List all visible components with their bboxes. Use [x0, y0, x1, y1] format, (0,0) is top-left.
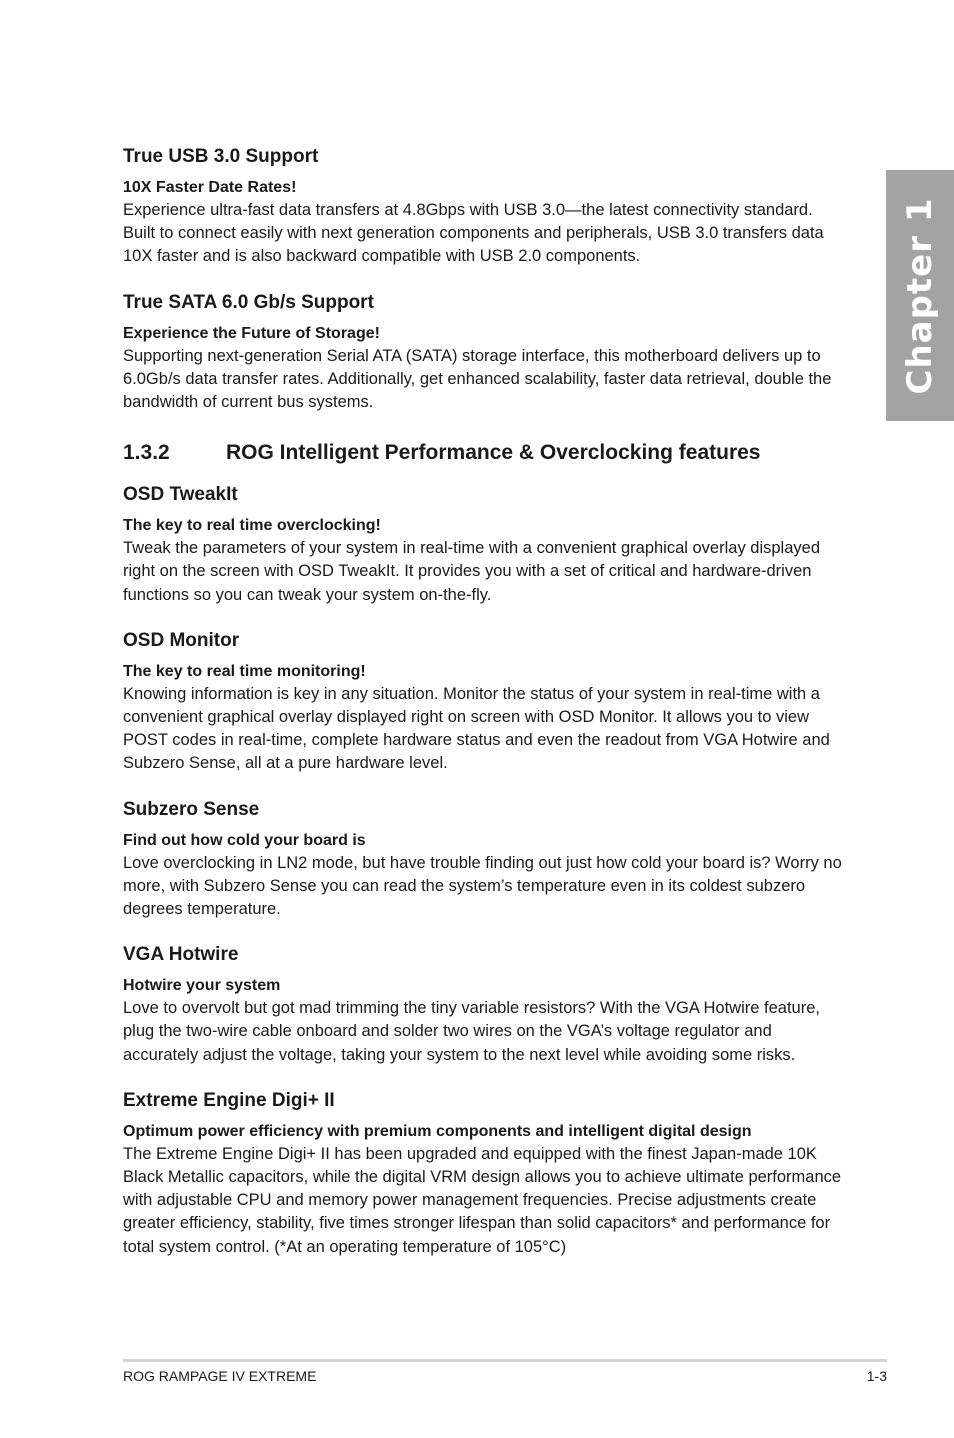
section-heading [123, 439, 843, 467]
feature-vga-hotwire [123, 943, 843, 1067]
page-content [123, 145, 843, 1259]
feature-title: Extreme Engine Digi+ II [123, 1089, 335, 1111]
feature-title: OSD TweakIt [123, 484, 238, 506]
feature-subtitle: Hotwire your system [123, 977, 281, 995]
feature-subtitle: Experience the Future of Storage! [123, 324, 380, 342]
section-number: 1.3.2 [123, 441, 170, 465]
footer-product-name: ROG RAMPAGE IV EXTREME [123, 1368, 317, 1384]
feature-body: Tweak the parameters of your system in real-time with a convenient graphical overlay displayed right on the screen with OSD TweakIt. It provides you with a set of critical and hardware-driven functions so you can tweak your system on-the-fly. [123, 539, 820, 604]
feature-subtitle: The key to real time monitoring! [123, 662, 366, 680]
feature-body: Knowing information is key in any situation. Monitor the status of your system in real-time with a convenient graphical overlay displayed right on screen with OSD Monitor. It allows you to view POST codes in real-time, complete hardware status and even the readout from VGA Hotwire and Subzero Sense, all at a pure hardware level. [123, 684, 830, 773]
feature-osd-tweakit [123, 483, 843, 607]
feature-title: True SATA 6.0 Gb/s Support [123, 291, 374, 313]
feature-title: VGA Hotwire [123, 944, 239, 966]
chapter-tab [886, 170, 954, 421]
chapter-tab-label: Chapter 1 [900, 196, 940, 395]
feature-body: Experience ultra-fast data transfers at 4.8Gbps with USB 3.0—the latest connectivity standard. Built to connect easily with next generation components and peripherals, USB 3.0 transfers data 10X faster and is also backward compatible with USB 2.0 components. [123, 201, 824, 266]
feature-body: Love overclocking in LN2 mode, but have trouble finding out just how cold your board is? Worry no more, with Subzero Sense you can read the system’s temperature even in its coldest subzero degrees temperature. [123, 853, 842, 919]
feature-sata6 [123, 291, 843, 415]
feature-body: Supporting next-generation Serial ATA (SATA) storage interface, this motherboard delivers up to 6.0Gb/s data transfer rates. Additionally, get enhanced scalability, faster data retrieval, double the bandwidth of current bus systems. [123, 346, 832, 412]
feature-extreme-engine-digi [123, 1089, 843, 1259]
feature-subtitle: 10X Faster Date Rates! [123, 179, 297, 196]
section-title: ROG Intelligent Performance & Overclocking features [226, 441, 761, 465]
feature-usb3 [123, 145, 843, 269]
feature-subtitle: The key to real time overclocking! [123, 517, 381, 535]
feature-subzero-sense [123, 798, 843, 922]
feature-title: OSD Monitor [123, 629, 240, 651]
footer-divider [123, 1359, 887, 1362]
feature-body: The Extreme Engine Digi+ II has been upgraded and equipped with the finest Japan-made 10K Black Metallic capacitors, while the digital VRM design allows you to achieve ultimate performance with adjustable CPU and memory power management frequencies. Precise adjustments create greater efficiency, stability, five times stronger lifespan than solid capacitors* and performance for total system control. (*At an operating temperature of 105°C) [123, 1144, 842, 1256]
feature-osd-monitor [123, 629, 843, 776]
feature-body: Love to overvolt but got mad trimming the tiny variable resistors? With the VGA Hotwire feature, plug the two-wire cable onboard and solder two wires on the VGA’s voltage regulator and accurately adjust the voltage, taking your system to the next level while avoiding some risks. [123, 999, 820, 1064]
feature-title: True USB 3.0 Support [123, 146, 319, 167]
feature-title: Subzero Sense [123, 798, 260, 820]
feature-subtitle: Find out how cold your board is [123, 831, 366, 849]
footer-page-number: 1-3 [866, 1368, 887, 1384]
feature-subtitle: Optimum power efficiency with premium components and intelligent digital design [123, 1122, 752, 1140]
